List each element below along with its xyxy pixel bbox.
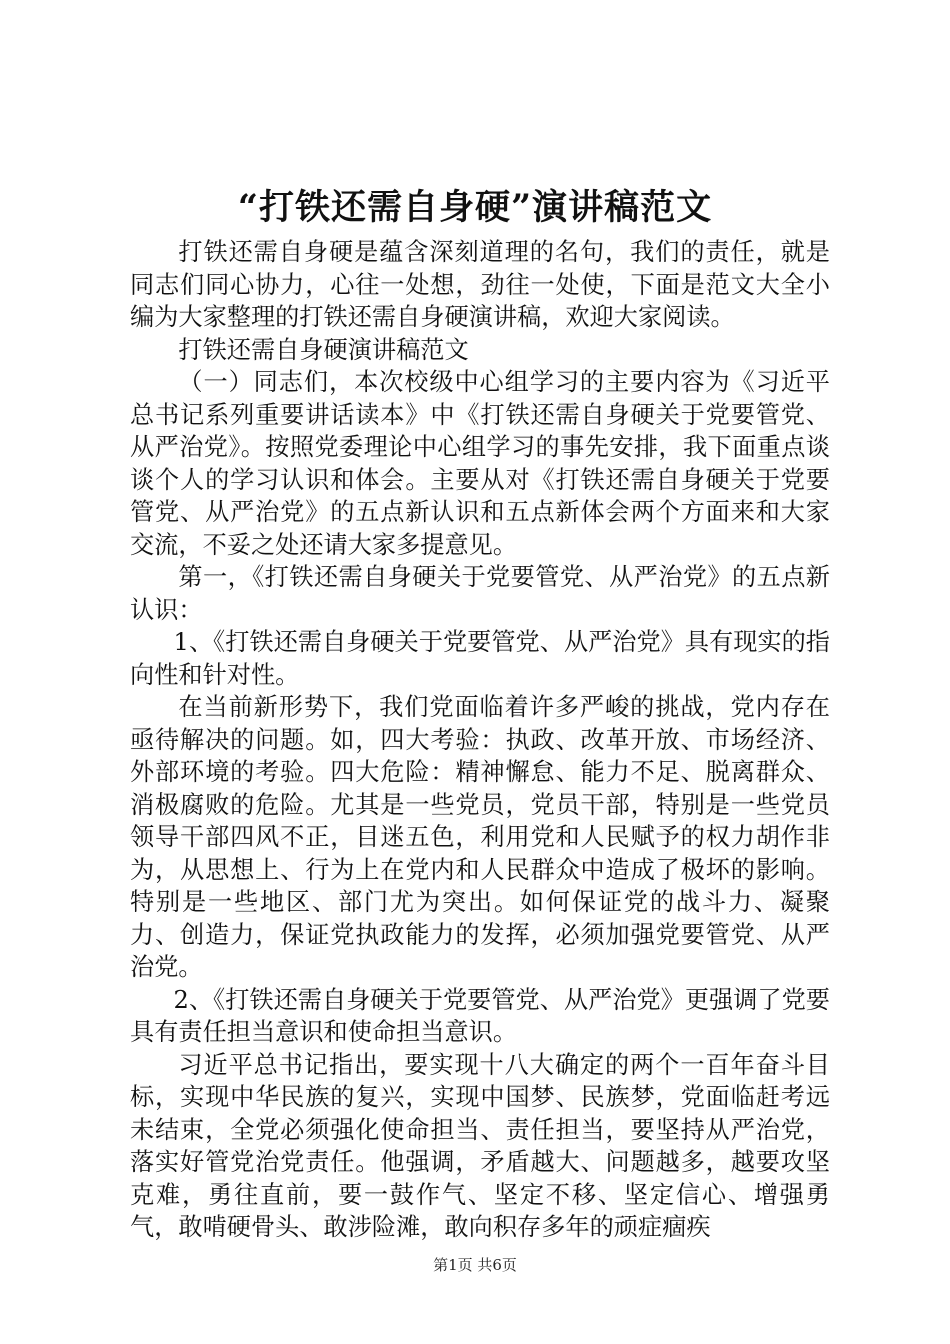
body-paragraph: 第一，《打铁还需自身硬关于党要管党、从严治党》的五点新认识： xyxy=(130,563,830,624)
numbered-point: 1、《打铁还需自身硬关于党要管党、从严治党》具有现实的指向性和针对性。 xyxy=(130,628,830,689)
numbered-point: 2、《打铁还需自身硬关于党要管党、从严治党》更强调了党要具有责任担当意识和使命担当意识。 xyxy=(130,985,830,1046)
section-heading: 打铁还需自身硬演讲稿范文 xyxy=(178,335,469,364)
body-paragraph: 在当前新形势下，我们党面临着许多严峻的挑战，党内存在亟待解决的问题。如，四大考验：执政、改革开放、市场经济、外部环境的考验。四大危险：精神懈怠、能力不足、脱离群众、消极腐败的危险。尤其是一些党员，党员干部，特别是一些党员领导干部四风不正，目迷五色，利用党和人民赋予的权力胡作非为，从思想上、行为上在党内和人民群众中造成了极坏的影响。特别是一些地区、部门尤为突出。如何保证党的战斗力、凝聚力、创造力，保证党执政能力的发挥，必须加强党要管党、从严治党。 xyxy=(130,693,830,981)
document-title: “打铁还需自身硬”演讲稿范文 xyxy=(237,187,713,228)
document-body xyxy=(130,236,830,1244)
intro-paragraph: 打铁还需自身硬是蕴含深刻道理的名句，我们的责任，就是同志们同心协力，心往一处想，劲往一处使，下面是范文大全小编为大家整理的打铁还需自身硬演讲稿，欢迎大家阅读。 xyxy=(130,238,830,331)
body-paragraph: （一）同志们，本次校级中心组学习的主要内容为《习近平总书记系列重要讲话读本》中《打铁还需自身硬关于党要管党、从严治党》。按照党委理论中心组学习的事先安排，我下面重点谈谈个人的学习认识和体会。主要从对《打铁还需自身硬关于党要管党、从严治党》的五点新认识和五点新体会两个方面来和大家交流，不妥之处还请大家多提意见。 xyxy=(130,368,830,559)
body-paragraph: 习近平总书记指出，要实现十八大确定的两个一百年奋斗目标，实现中华民族的复兴，实现中国梦、民族梦，党面临赶考远未结束，全党必须强化使命担当、责任担当，要坚持从严治党，落实好管党治党责任。他强调，矛盾越大、问题越多，越要攻坚克难，勇往直前，要一鼓作气、坚定不移、坚定信心、增强勇气，敢啃硬骨头、敢涉险滩，敢向积存多年的顽症痼疾 xyxy=(130,1050,830,1241)
page-footer: 第1页 共6页 xyxy=(433,1256,517,1274)
